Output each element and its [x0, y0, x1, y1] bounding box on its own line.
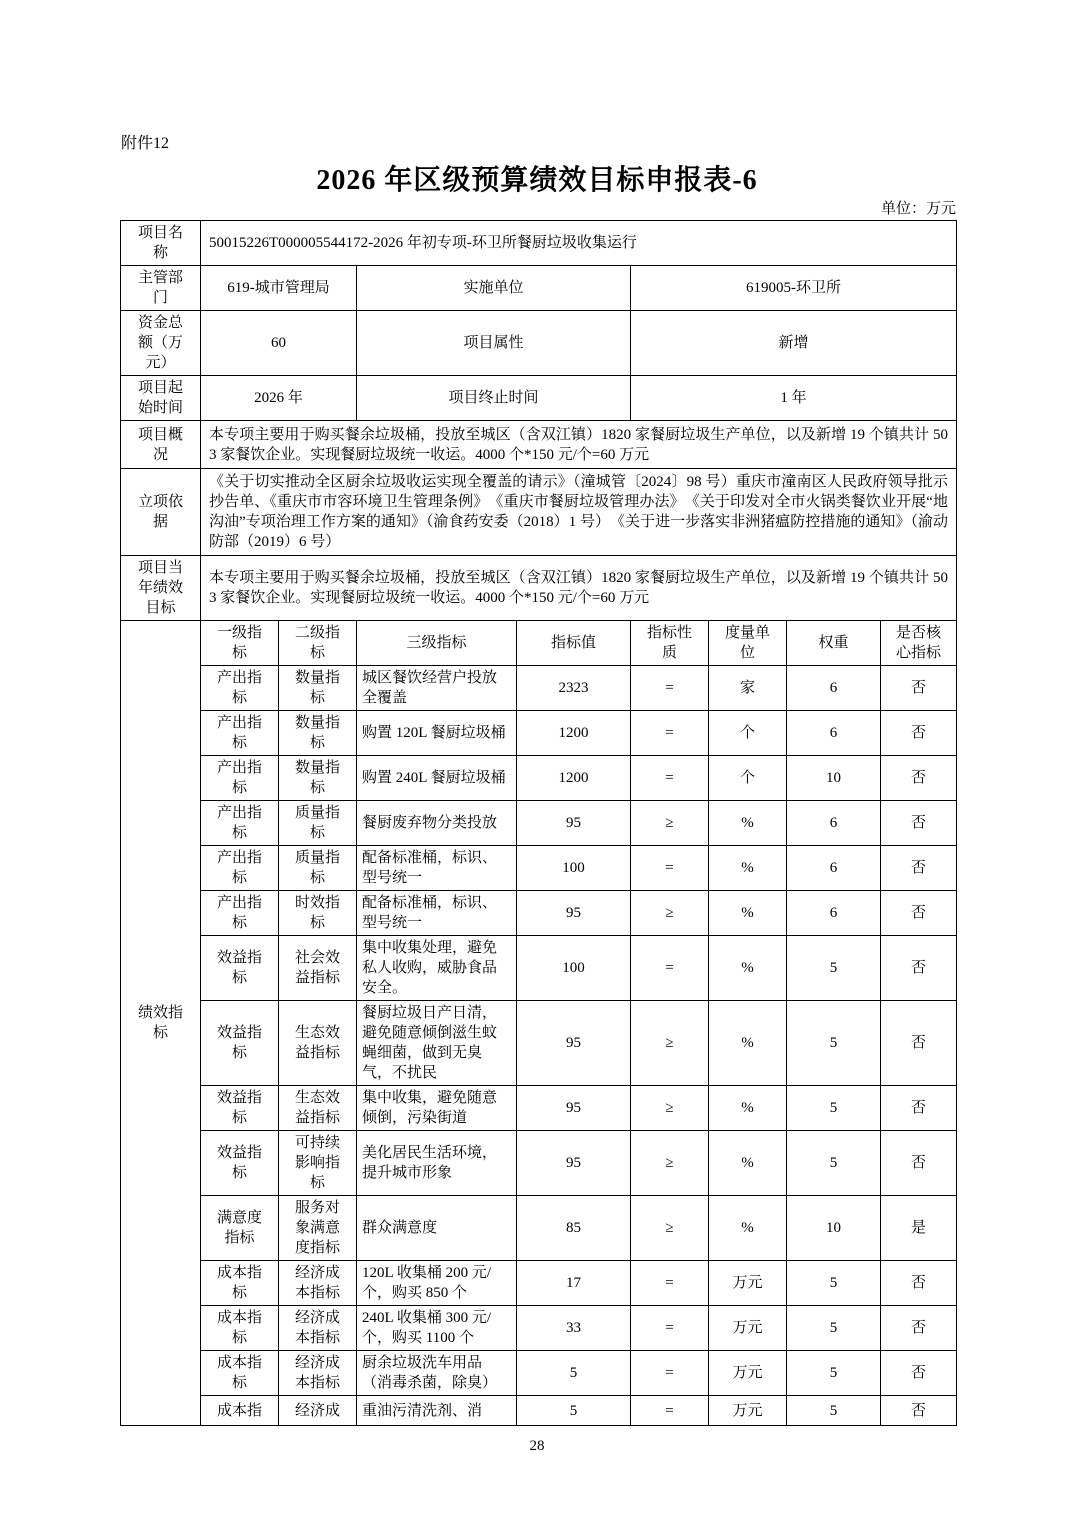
cell-unit: 个 [709, 711, 787, 756]
col-header-level3: 三级指标 [357, 621, 517, 666]
cell-level2: 经济成 [279, 1396, 357, 1426]
unit-note: 单位：万元 [880, 201, 956, 217]
goal-label: 项目当年绩效目标 [121, 556, 201, 621]
cell-level1: 效益指标 [201, 1001, 279, 1086]
cell-level3: 集中收集处理，避免私人收购，威胁食品安全。 [357, 936, 517, 1001]
goal-text: 本专项主要用于购买餐余垃圾桶，投放至城区（含双江镇）1820 家餐厨垃圾生产单位，以及新增 19 个镇共计 503 家餐饮企业。实现餐厨垃圾统一收运。4000 个*150 元/个=60 万元 [201, 556, 957, 621]
cell-value: 5 [517, 1396, 631, 1426]
indicator-row [121, 756, 957, 801]
cell-core: 否 [881, 666, 957, 711]
impl-unit-value: 619005-环卫所 [631, 266, 957, 311]
cell-unit: 万元 [709, 1351, 787, 1396]
indicator-header-row [121, 621, 957, 666]
cell-value: 100 [517, 936, 631, 1001]
cell-core: 是 [881, 1196, 957, 1261]
cell-level1: 效益指标 [201, 936, 279, 1001]
cell-level2: 经济成本指标 [279, 1306, 357, 1351]
overview-label: 项目概况 [121, 421, 201, 469]
impl-unit-label: 实施单位 [357, 266, 631, 311]
cell-core: 否 [881, 1131, 957, 1196]
cell-unit: 万元 [709, 1261, 787, 1306]
cell-core: 否 [881, 936, 957, 1001]
cell-value: 85 [517, 1196, 631, 1261]
indicator-row [121, 666, 957, 711]
indicator-section-label: 绩效指标 [121, 621, 201, 1426]
cell-core: 否 [881, 711, 957, 756]
cell-level2: 数量指标 [279, 711, 357, 756]
fund-label: 资金总额（万元） [121, 311, 201, 376]
indicator-row [121, 1196, 957, 1261]
cell-unit: % [709, 1131, 787, 1196]
cell-core: 否 [881, 1396, 957, 1426]
page-title: 2026 年区级预算绩效目标申报表-6 [316, 165, 758, 196]
col-header-nature: 指标性质 [631, 621, 709, 666]
fund-row [121, 311, 957, 376]
cell-nature: ≥ [631, 1086, 709, 1131]
cell-value: 1200 [517, 711, 631, 756]
basis-row [121, 469, 957, 556]
cell-core: 否 [881, 1261, 957, 1306]
attachment-label: 附件12 [121, 135, 170, 152]
cell-level1: 成本指标 [201, 1306, 279, 1351]
cell-level2: 质量指标 [279, 846, 357, 891]
cell-weight: 5 [787, 1396, 881, 1426]
cell-level3: 配备标准桶，标识、型号统一 [357, 891, 517, 936]
cell-level2: 生态效益指标 [279, 1001, 357, 1086]
cell-level2: 生态效益指标 [279, 1086, 357, 1131]
cell-nature: = [631, 1351, 709, 1396]
cell-level1: 产出指标 [201, 801, 279, 846]
overview-row [121, 421, 957, 469]
cell-level1: 效益指标 [201, 1131, 279, 1196]
project-name-value: 50015226T000005544172-2026 年初专项-环卫所餐厨垃圾收集运行 [201, 221, 957, 266]
cell-unit: 个 [709, 756, 787, 801]
start-time-value: 2026 年 [201, 376, 357, 421]
col-header-value: 指标值 [517, 621, 631, 666]
cell-nature: = [631, 936, 709, 1001]
page-number: 28 [529, 1438, 545, 1454]
cell-nature: = [631, 1396, 709, 1426]
cell-nature: = [631, 1306, 709, 1351]
cell-level1: 产出指标 [201, 666, 279, 711]
cell-nature: ≥ [631, 801, 709, 846]
indicator-row [121, 846, 957, 891]
attr-value: 新增 [631, 311, 957, 376]
cell-value: 1200 [517, 756, 631, 801]
end-time-label: 项目终止时间 [357, 376, 631, 421]
dept-row [121, 266, 957, 311]
cell-level3: 集中收集，避免随意倾倒，污染街道 [357, 1086, 517, 1131]
cell-unit: % [709, 801, 787, 846]
cell-level3: 重油污清洗剂、消 [357, 1396, 517, 1426]
cell-nature: = [631, 1261, 709, 1306]
cell-nature: ≥ [631, 1131, 709, 1196]
indicator-row [121, 801, 957, 846]
cell-weight: 5 [787, 1086, 881, 1131]
cell-level3: 购置 240L 餐厨垃圾桶 [357, 756, 517, 801]
indicator-row [121, 1261, 957, 1306]
cell-weight: 10 [787, 1196, 881, 1261]
cell-value: 2323 [517, 666, 631, 711]
cell-value: 100 [517, 846, 631, 891]
cell-level2: 质量指标 [279, 801, 357, 846]
cell-weight: 6 [787, 711, 881, 756]
cell-level3: 配备标准桶，标识、型号统一 [357, 846, 517, 891]
cell-level2: 可持续影响指标 [279, 1131, 357, 1196]
cell-level1: 产出指标 [201, 891, 279, 936]
cell-weight: 5 [787, 1351, 881, 1396]
cell-value: 95 [517, 891, 631, 936]
indicator-row [121, 1086, 957, 1131]
cell-level3: 美化居民生活环境，提升城市形象 [357, 1131, 517, 1196]
col-header-unit: 度量单位 [709, 621, 787, 666]
cell-weight: 5 [787, 1306, 881, 1351]
cell-weight: 5 [787, 1001, 881, 1086]
indicator-row-truncated [121, 1396, 957, 1426]
cell-level1: 产出指标 [201, 711, 279, 756]
cell-unit: % [709, 846, 787, 891]
cell-weight: 5 [787, 1261, 881, 1306]
cell-level3: 240L 收集桶 300 元/个，购买 1100 个 [357, 1306, 517, 1351]
indicator-row [121, 1131, 957, 1196]
cell-level3: 群众满意度 [357, 1196, 517, 1261]
cell-nature: ≥ [631, 1196, 709, 1261]
cell-value: 17 [517, 1261, 631, 1306]
cell-weight: 6 [787, 801, 881, 846]
cell-weight: 5 [787, 936, 881, 1001]
cell-level3: 餐厨废弃物分类投放 [357, 801, 517, 846]
col-header-weight: 权重 [787, 621, 881, 666]
cell-weight: 5 [787, 1131, 881, 1196]
cell-level2: 数量指标 [279, 756, 357, 801]
col-header-level1: 一级指标 [201, 621, 279, 666]
cell-unit: 家 [709, 666, 787, 711]
indicator-row [121, 1306, 957, 1351]
cell-value: 95 [517, 801, 631, 846]
cell-nature: = [631, 756, 709, 801]
dept-value: 619-城市管理局 [201, 266, 357, 311]
cell-unit: % [709, 891, 787, 936]
goal-row [121, 556, 957, 621]
start-time-label: 项目起始时间 [121, 376, 201, 421]
cell-unit: % [709, 1196, 787, 1261]
cell-level3: 购置 120L 餐厨垃圾桶 [357, 711, 517, 756]
cell-unit: 万元 [709, 1396, 787, 1426]
cell-level2: 时效指标 [279, 891, 357, 936]
cell-level1: 成本指标 [201, 1351, 279, 1396]
col-header-core: 是否核心指标 [881, 621, 957, 666]
cell-level2: 数量指标 [279, 666, 357, 711]
cell-level2: 服务对象满意度指标 [279, 1196, 357, 1261]
time-row [121, 376, 957, 421]
indicator-row [121, 936, 957, 1001]
cell-level3: 餐厨垃圾日产日清，避免随意倾倒滋生蚊蝇细菌，做到无臭气，不扰民 [357, 1001, 517, 1086]
cell-nature: ≥ [631, 1001, 709, 1086]
cell-weight: 6 [787, 846, 881, 891]
cell-core: 否 [881, 1306, 957, 1351]
basis-text: 《关于切实推动全区厨余垃圾收运实现全覆盖的请示》（潼城管〔2024〕98 号）重庆市潼南区人民政府领导批示抄告单、《重庆市市容环境卫生管理条例》 《重庆市餐厨垃圾管理办法》 《关于印发对全市火锅类餐饮业开展“地沟油”专项治理工作方案的通知》（渝食药安委（2018）1 号） 《关于进一步落实非洲猪瘟防控措施的通知》（渝动防部（2019）6 号） [201, 469, 957, 556]
basis-label: 立项依据 [121, 469, 201, 556]
cell-core: 否 [881, 801, 957, 846]
indicator-row [121, 891, 957, 936]
cell-core: 否 [881, 1086, 957, 1131]
cell-weight: 10 [787, 756, 881, 801]
cell-level2: 社会效益指标 [279, 936, 357, 1001]
overview-text: 本专项主要用于购买餐余垃圾桶，投放至城区（含双江镇）1820 家餐厨垃圾生产单位，以及新增 19 个镇共计 503 家餐饮企业。实现餐厨垃圾统一收运。4000 个*150 元/个=60 万元 [201, 421, 957, 469]
cell-level3: 厨余垃圾洗车用品（消毒杀菌，除臭） [357, 1351, 517, 1396]
col-header-level2: 二级指标 [279, 621, 357, 666]
cell-value: 95 [517, 1001, 631, 1086]
cell-nature: = [631, 711, 709, 756]
cell-nature: ≥ [631, 891, 709, 936]
cell-level1: 产出指标 [201, 846, 279, 891]
cell-core: 否 [881, 891, 957, 936]
indicator-row [121, 1001, 957, 1086]
cell-level3: 城区餐饮经营户投放全覆盖 [357, 666, 517, 711]
cell-level2: 经济成本指标 [279, 1261, 357, 1306]
dept-label: 主管部门 [121, 266, 201, 311]
cell-level1: 效益指标 [201, 1086, 279, 1131]
indicator-row [121, 711, 957, 756]
cell-core: 否 [881, 756, 957, 801]
indicator-row [121, 1351, 957, 1396]
cell-level2: 经济成本指标 [279, 1351, 357, 1396]
cell-weight: 6 [787, 891, 881, 936]
cell-nature: = [631, 846, 709, 891]
cell-unit: % [709, 1086, 787, 1131]
cell-level1: 成本指标 [201, 1261, 279, 1306]
cell-unit: % [709, 936, 787, 1001]
cell-value: 95 [517, 1086, 631, 1131]
cell-value: 95 [517, 1131, 631, 1196]
cell-unit: 万元 [709, 1306, 787, 1351]
project-name-row [121, 221, 957, 266]
cell-core: 否 [881, 846, 957, 891]
cell-core: 否 [881, 1351, 957, 1396]
cell-value: 5 [517, 1351, 631, 1396]
cell-unit: % [709, 1001, 787, 1086]
cell-nature: = [631, 666, 709, 711]
cell-level3: 120L 收集桶 200 元/个，购买 850 个 [357, 1261, 517, 1306]
end-time-value: 1 年 [631, 376, 957, 421]
cell-core: 否 [881, 1001, 957, 1086]
performance-form-table [120, 220, 957, 1426]
cell-level1: 产出指标 [201, 756, 279, 801]
attr-label: 项目属性 [357, 311, 631, 376]
project-name-label: 项目名称 [121, 221, 201, 266]
cell-value: 33 [517, 1306, 631, 1351]
cell-weight: 6 [787, 666, 881, 711]
fund-value: 60 [201, 311, 357, 376]
cell-level1: 成本指 [201, 1396, 279, 1426]
cell-level1: 满意度指标 [201, 1196, 279, 1261]
